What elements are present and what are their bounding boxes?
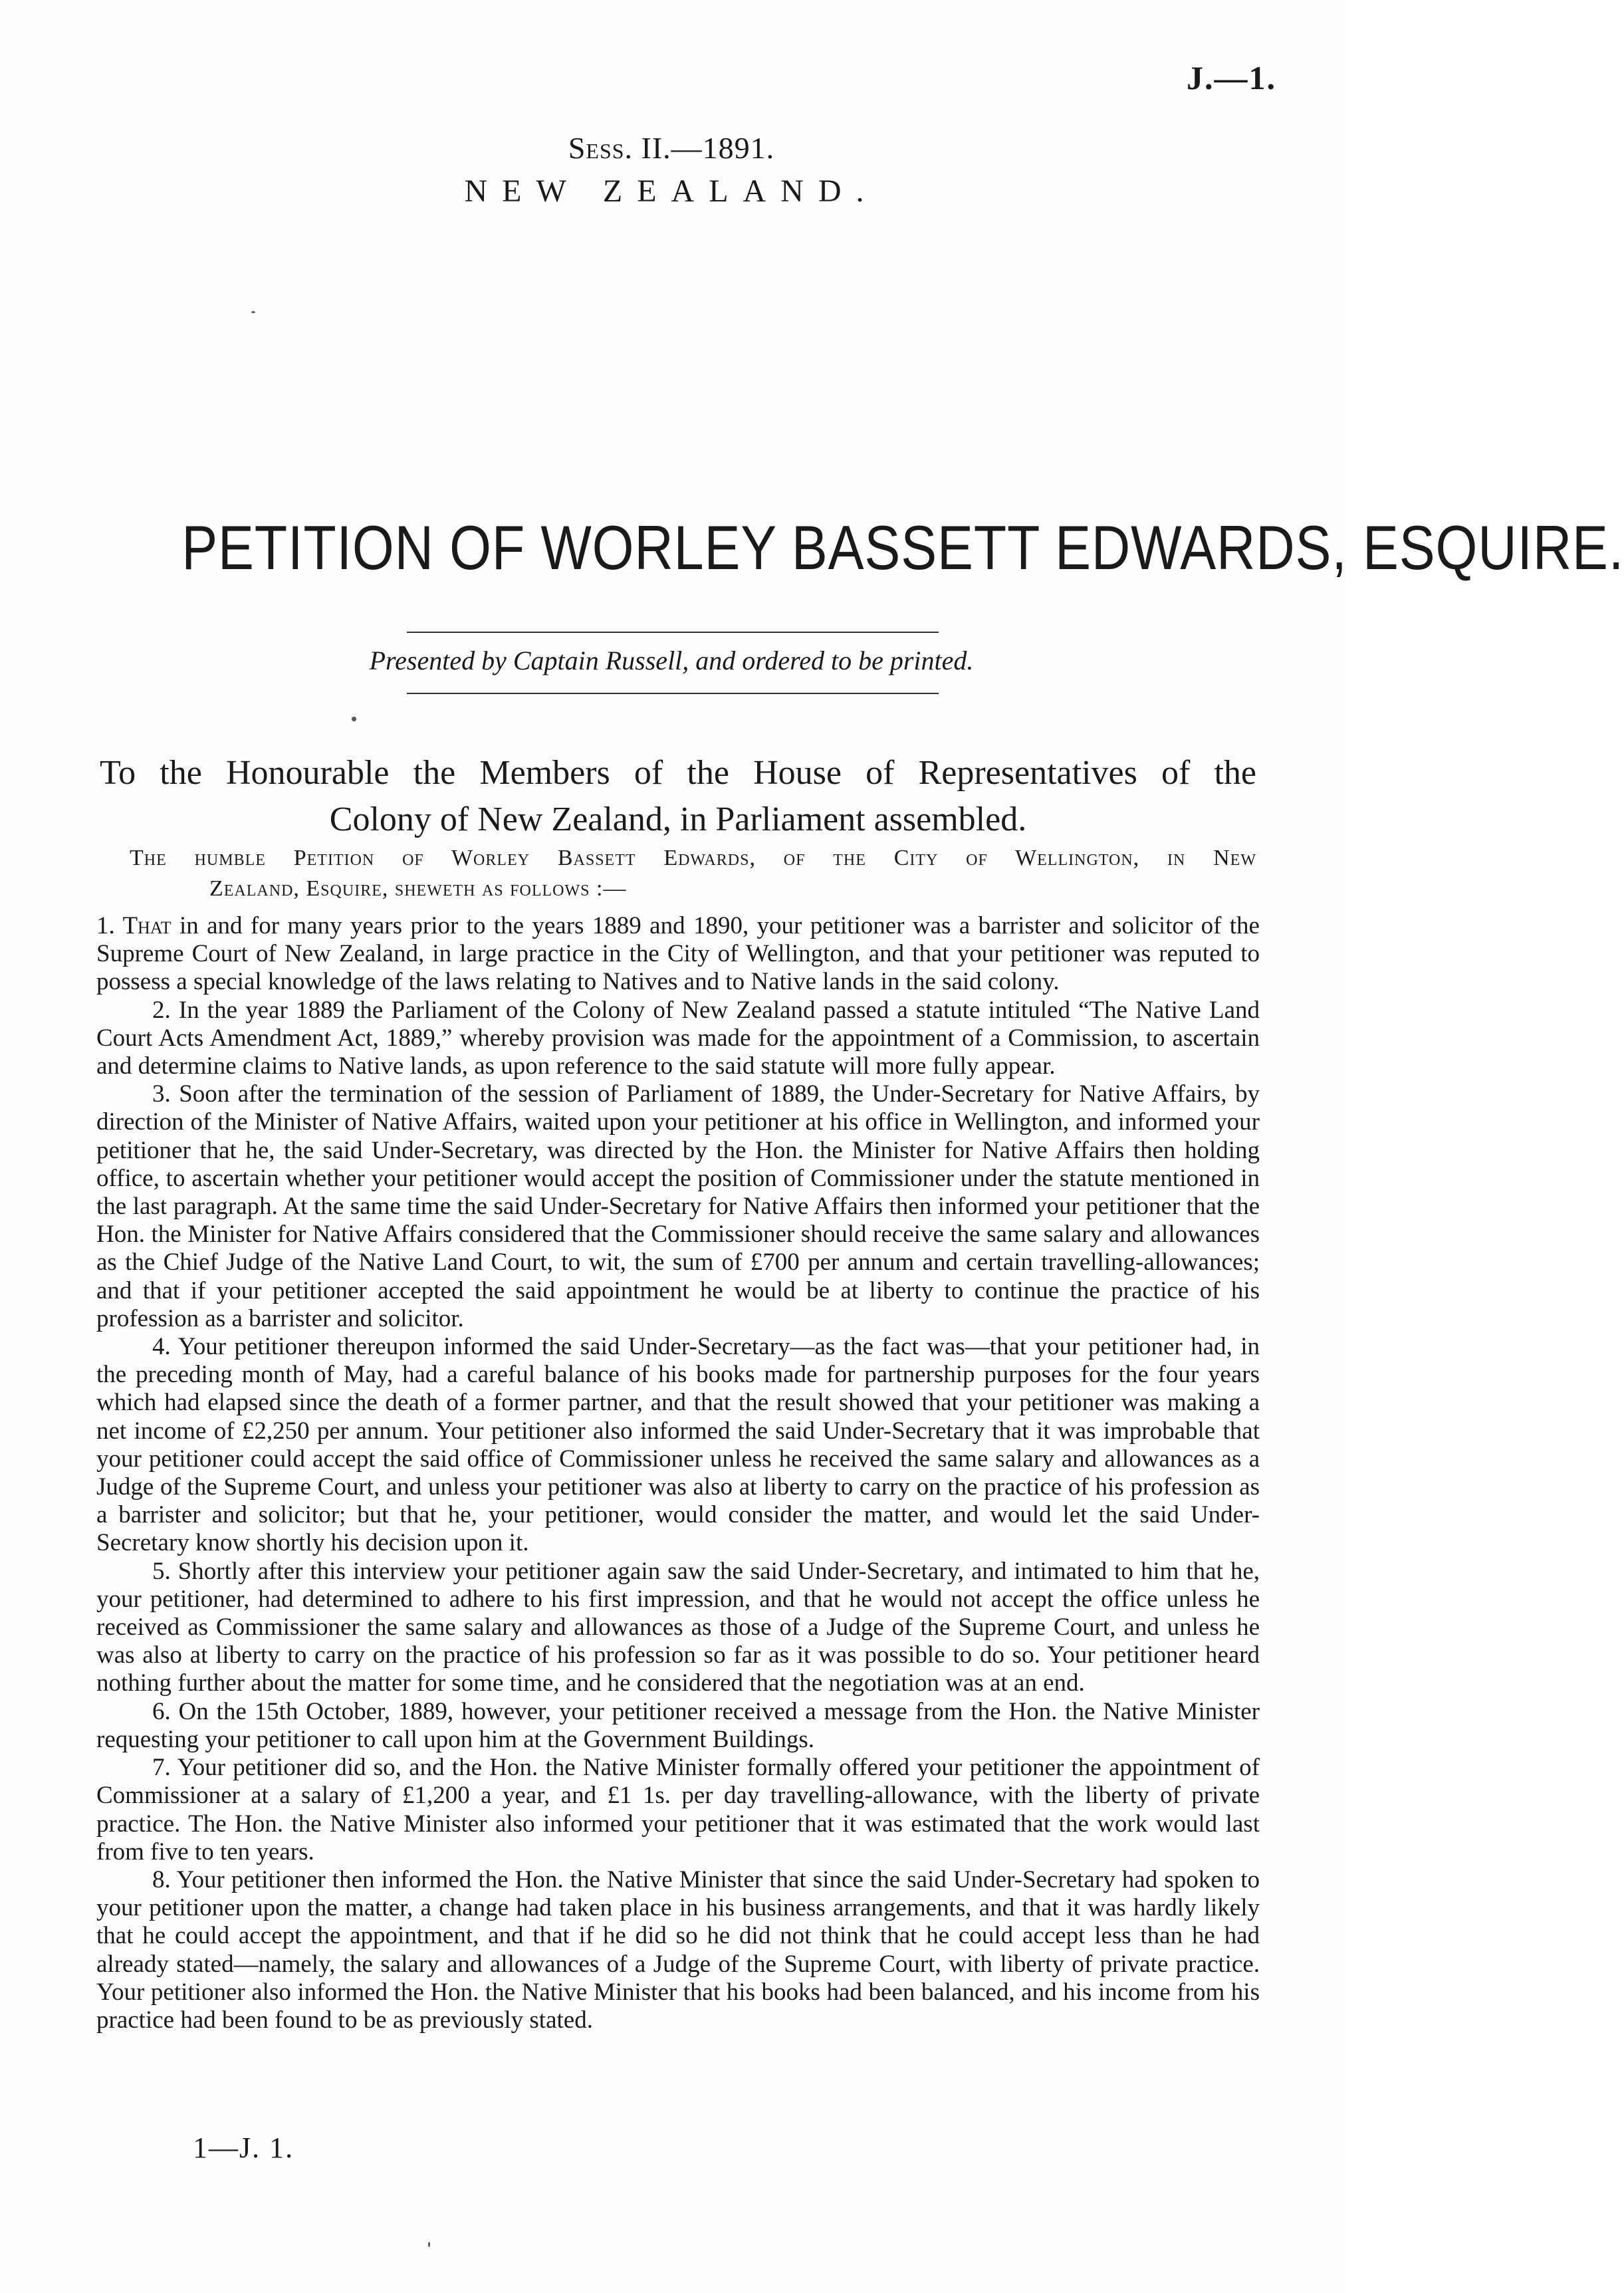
page-title: PETITION OF WORLEY BASSETT EDWARDS, ESQUIRE.: [181, 513, 1624, 582]
presented-note: Presented by Captain Russell, and ordered to be printed.: [369, 646, 974, 675]
paragraph-3: 3. Soon after the termination of the session of Parliament of 1889, the Under-Secretary for Native Affairs, by direction of the Minister of Native Affairs, waited upon your petitioner at his office in Wellington, and informed your petitioner that he, the said Under-Secretary, was directed by the Hon. the Minister for Native Affairs then holding office, to ascertain whether your petitioner would accept the position of Commissioner under the statute mentioned in the last paragraph. At the same time the said Under-Secretary for Native Affairs then informed your petitioner that the Hon. the Minister for Native Affairs considered that the Commissioner should receive the same salary and allowances as the Chief Judge of the Native Land Court, to wit, the sum of £700 per annum and certain travelling-allowances; and that if your petitioner accepted the said appointment he would be at liberty to continue the practice of his profession as a barrister and solicitor.: [96, 1080, 1260, 1332]
paragraph-1: [96, 912, 1260, 997]
paragraph-1-lead: 1. That: [96, 912, 172, 939]
paragraph-5: 5. Shortly after this interview your petitioner again saw the said Under-Secretary, and intimated to him that he, your petitioner, had determined to adhere to his first impression, and that he would not accept the office unless he received as Commissioner the same salary and allowances as those of a Judge of the Supreme Court, and unless he was also at liberty to carry on the practice of his profession so far as it was possible to do so. Your petitioner heard nothing further about the matter for some time, and he considered that the negotiation was at an end.: [96, 1557, 1260, 1697]
top-divider: [407, 632, 939, 633]
paragraph-1-text: in and for many years prior to the years 1889 and 1890, your petitioner was a barrister and solicitor of the Supreme Court of New Zealand, in large practice in the City of Wellington, and that your petitioner was reputed to possess a special knowledge of the laws relating to Natives and to Native lands in the said colony.: [96, 912, 1260, 996]
address-line-2: Colony of New Zealand, in Parliament assembled.: [329, 800, 1027, 838]
paragraph-8: 8. Your petitioner then informed the Hon. the Native Minister that since the said Under-Secretary had spoken to your petitioner upon the matter, a change had taken place in his business arrangements, and that it was hardly likely that he could accept the appointment, and that if he did so he did not think that he could accept less than he had already stated—namely, the salary and allowances of a Judge of the Supreme Court, with liberty of private practice. Your petitioner also informed the Hon. the Native Minister that his books had been balanced, and his income from his practice had been found to be as previously stated.: [96, 1866, 1260, 2034]
paragraph-4: 4. Your petitioner thereupon informed the said Under-Secretary—as the fact was—that your petitioner had, in the preceding month of May, had a careful balance of his books made for partnership purposes for the four years which had elapsed since the death of a former partner, and that the result showed that your petitioner was making a net income of £2,250 per annum. Your petitioner also informed the said Under-Secretary that it was improbable that your petitioner could accept the said office of Commissioner unless he received the same salary and allowances as a Judge of the Supreme Court, and unless your petitioner was also at liberty to carry on the practice of his profession as a barrister and solicitor; but that he, your petitioner, would consider the matter, and would let the said Under-Secretary know shortly his decision upon it.: [96, 1333, 1260, 1557]
session-line: [0, 130, 1343, 166]
paragraph-6: 6. On the 15th October, 1889, however, your petitioner received a message from the Hon. the Native Minister requesting your petitioner to call upon him at the Government Buildings.: [96, 1697, 1260, 1753]
page-signature: 1—J. 1.: [193, 2131, 294, 2164]
ink-speck: [352, 717, 356, 721]
ink-speck: [251, 311, 255, 313]
ink-speck: [428, 2242, 430, 2247]
address-heading: [100, 750, 1256, 843]
paragraph-2: 2. In the year 1889 the Parliament of the Colony of New Zealand passed a statute intituled “The Native Land Court Acts Amendment Act, 1889,” whereby provision was made for the appointment of a Commission, to ascertain and determine claims to Native lands, as upon reference to the said statute will more fully appear.: [96, 996, 1260, 1080]
petition-body: [96, 912, 1260, 2034]
session-label: Sess.: [568, 131, 634, 165]
preamble-line-1: The humble Petition of Worley Bassett Edwards, of the City of Wellington, in New: [130, 846, 1256, 870]
address-line-1: To the Honourable the Members of the House of Representatives of the: [100, 754, 1256, 792]
bottom-divider: [407, 693, 939, 694]
paragraph-7: 7. Your petitioner did so, and the Hon. the Native Minister formally offered your petitioner the appointment of Commissioner at a salary of £1,200 a year, and £1 1s. per day travelling-allowance, with the liberty of private practice. The Hon. the Native Minister also informed your petitioner that it was estimated that the work would last from five to ten years.: [96, 1754, 1260, 1866]
country-heading: NEW ZEALAND.: [464, 174, 879, 209]
preamble-line-2: Zealand, Esquire, sheweth as follows :—: [209, 876, 627, 901]
petition-preamble: [130, 843, 1256, 904]
paper-reference: J.—1.: [1187, 59, 1276, 96]
session-value: II.—1891.: [641, 131, 775, 165]
